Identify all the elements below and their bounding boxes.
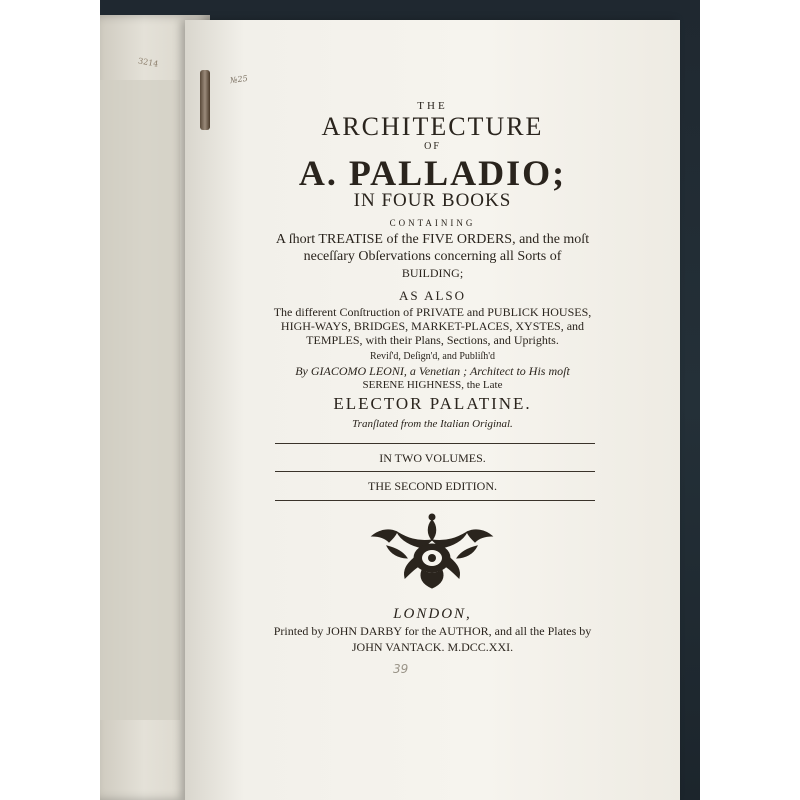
revised-line: Reviſ'd, Deſign'd, and Publiſh'd — [369, 351, 496, 362]
contents-line-3: TEMPLES, with their Plans, Sections, and Uprights. — [306, 333, 559, 347]
title-four-books: IN FOUR BOOKS — [353, 190, 512, 211]
printers-ornament — [367, 512, 497, 592]
title-palladio: A. PALLADIO; — [298, 153, 567, 193]
title-architecture: ARCHITECTURE — [321, 112, 544, 141]
serene-highness-line: SERENE HIGHNESS, the Late — [362, 379, 503, 391]
imprint-line-2: JOHN VANTACK. M.DCC.XXI. — [351, 640, 514, 654]
description-line-1: A ſhort TREATISE of the FIVE ORDERS, and the moſt — [275, 232, 590, 247]
imprint-line-1: Printed by JOHN DARBY for the AUTHOR, and all the Plates by — [273, 624, 592, 638]
left-page-handwritten-note: 3214 — [137, 56, 159, 69]
rule-middle — [275, 471, 595, 472]
contents-line-2: HIGH-WAYS, BRIDGES, MARKET-PLACES, XYSTES, and — [280, 319, 585, 333]
edition-line: THE SECOND EDITION. — [368, 479, 497, 493]
description-line-2: neceſſary Obſervations concerning all Sorts of — [303, 249, 562, 264]
rule-top — [275, 443, 595, 444]
handwritten-shelf-mark: №25 — [229, 73, 249, 86]
rule-bottom — [275, 500, 595, 501]
volumes-line: IN TWO VOLUMES. — [379, 451, 486, 465]
title-containing: CONTAINING — [389, 218, 476, 228]
author-leoni-line: By GIACOMO LEONI, a Venetian ; Architect to His moſt — [295, 364, 570, 378]
title-page-text — [185, 20, 680, 800]
title-the: THE — [417, 100, 448, 112]
title-of: OF — [424, 141, 441, 152]
pencil-number-note: 39 — [393, 662, 409, 676]
imprint-london: LONDON, — [393, 606, 472, 622]
contents-line-1: The different Conſtruction of PRIVATE and PUBLICK HOUSES, — [273, 305, 592, 319]
as-also-heading: AS ALSO — [398, 288, 467, 303]
left-page-offset-print — [100, 80, 180, 720]
translated-line: Tranſlated from the Italian Original. — [352, 418, 513, 430]
white-border-left — [0, 0, 100, 800]
elector-palatine-line: ELECTOR PALATINE. — [333, 394, 532, 413]
white-border-right — [700, 0, 800, 800]
ornament-icon — [367, 512, 497, 592]
description-line-3: BUILDING; — [401, 266, 464, 280]
